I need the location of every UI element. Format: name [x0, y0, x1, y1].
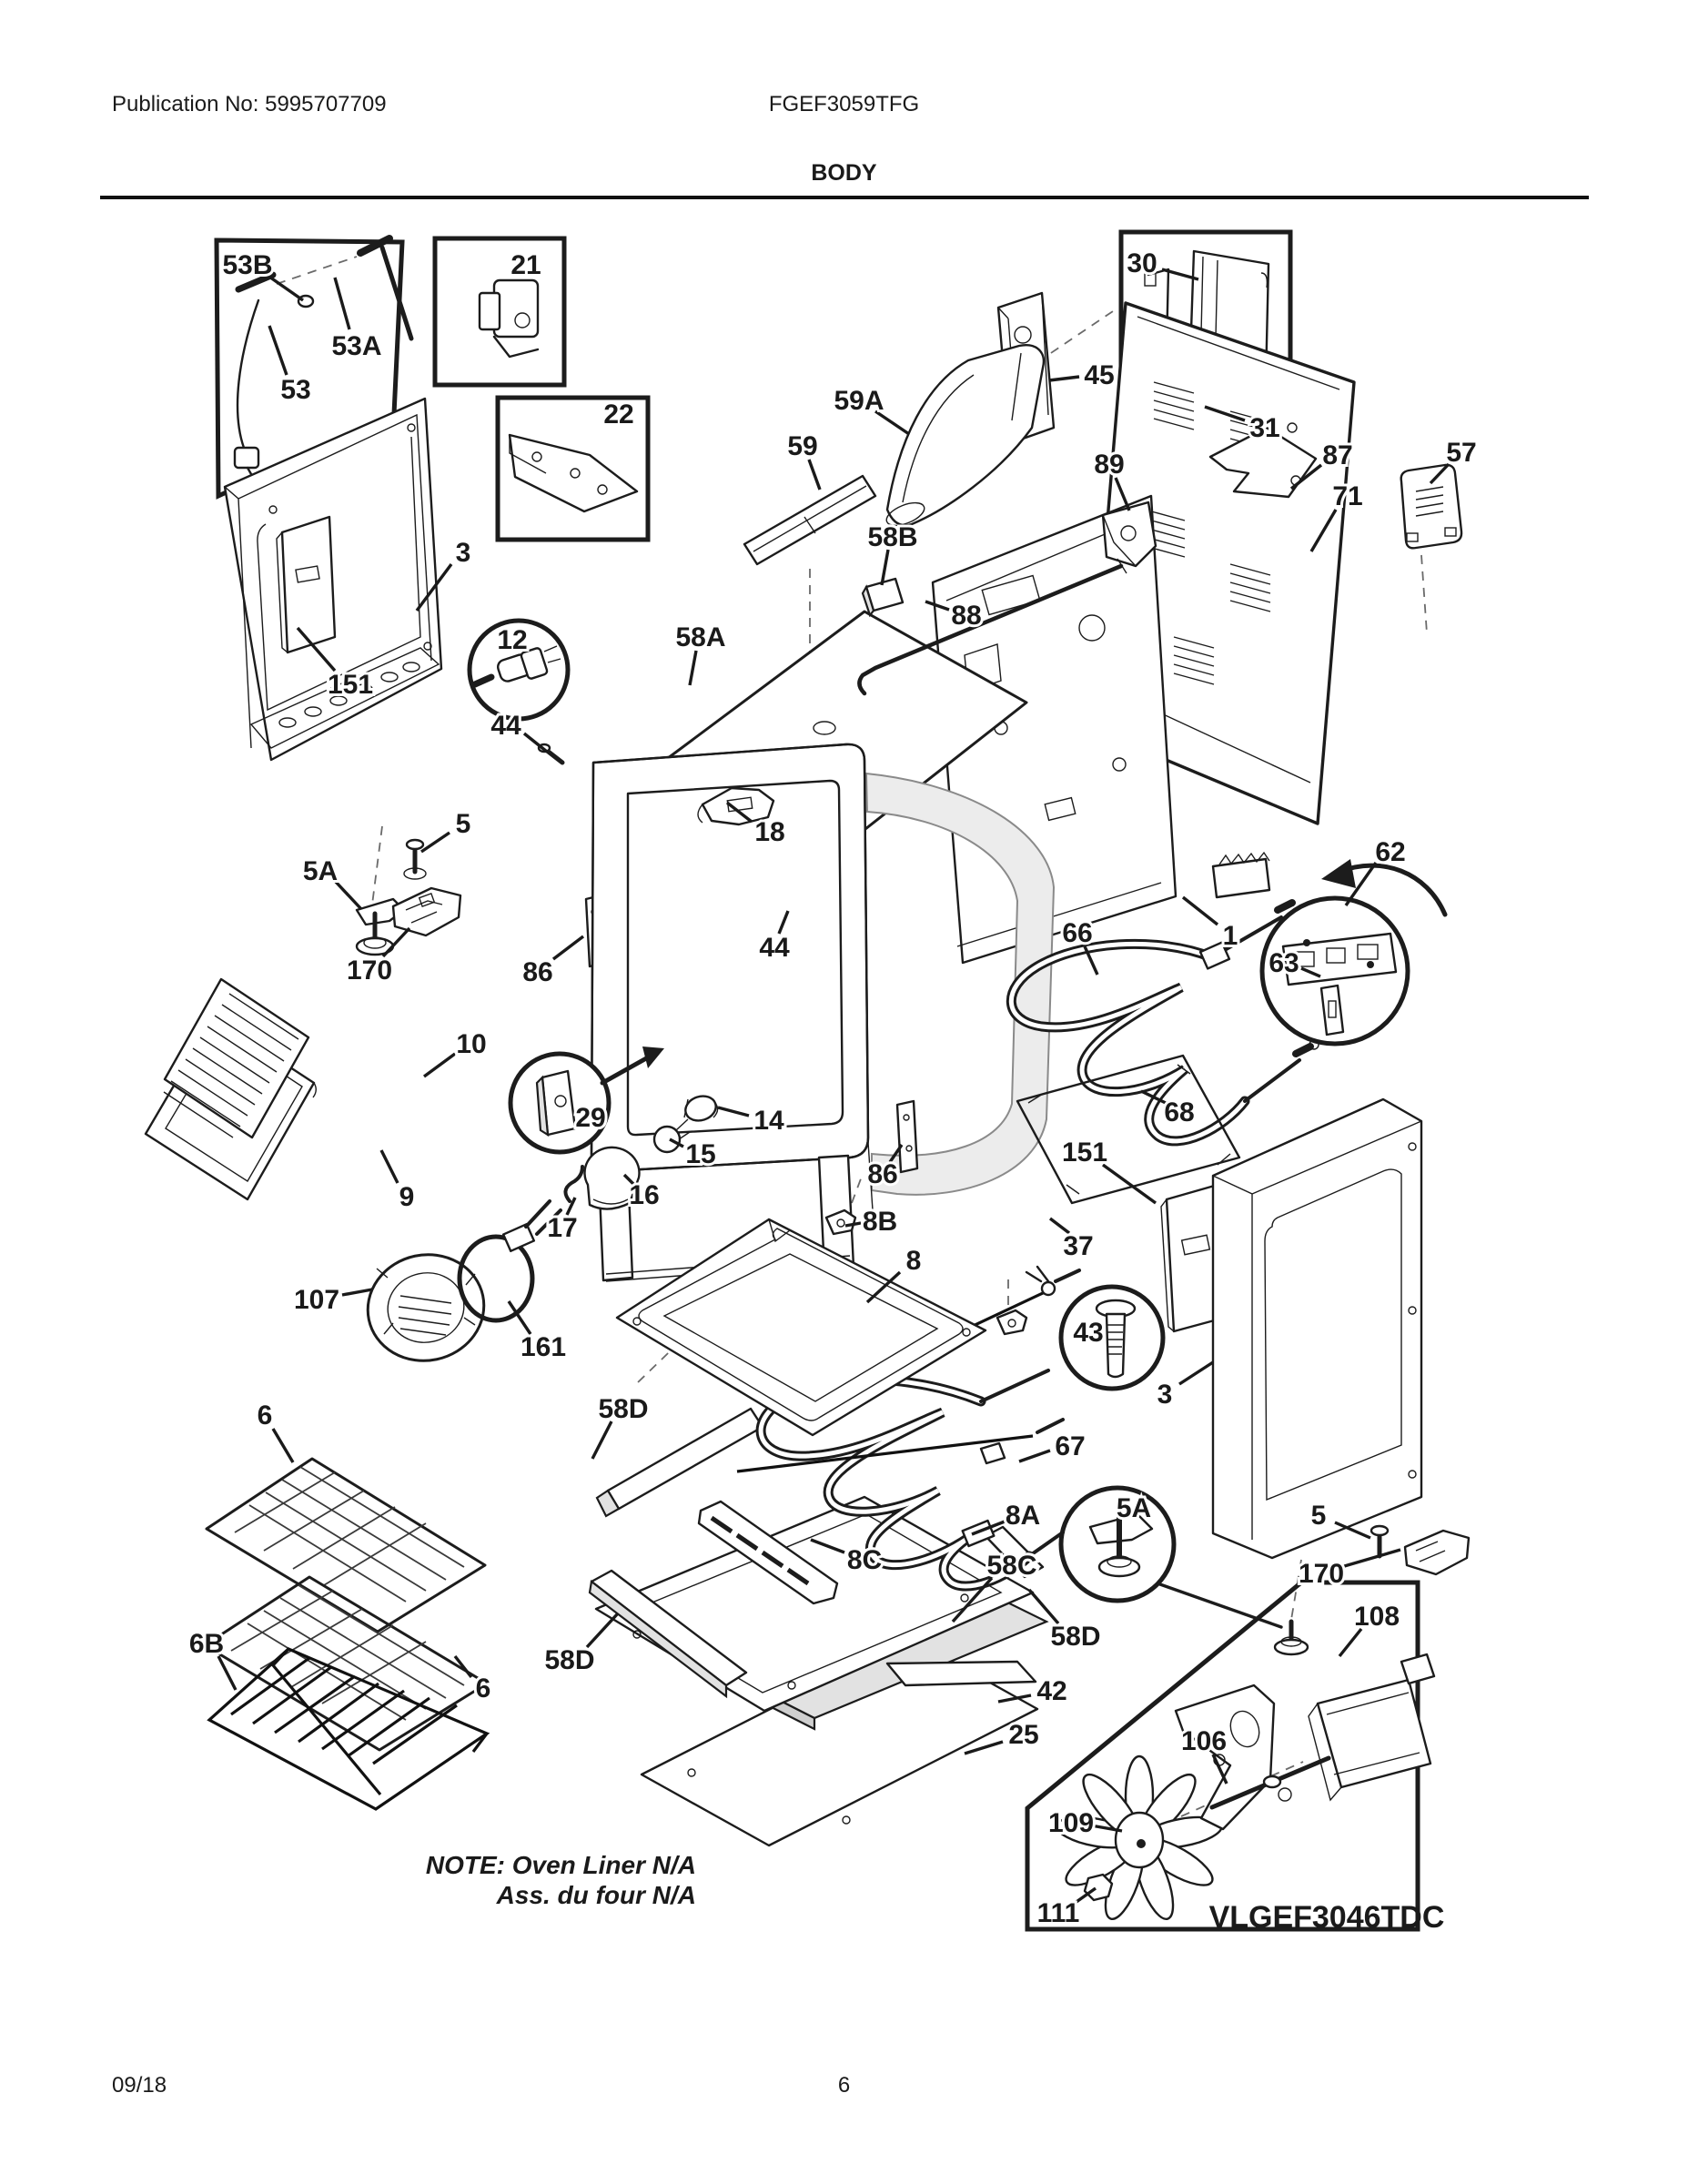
- part-callout-58a: 58A: [675, 622, 726, 652]
- foam-spacer-58d-1: [597, 1409, 763, 1516]
- part-callout-17: 17: [547, 1213, 578, 1243]
- part-callout-151: 151: [327, 670, 374, 700]
- part-callout-3: 3: [1157, 1380, 1173, 1410]
- oven-bottom-tray-8-drawing: [617, 1219, 986, 1435]
- part-callout-68: 68: [1164, 1097, 1195, 1127]
- part-callout-58b: 58B: [867, 522, 918, 552]
- part-callout-89: 89: [1094, 450, 1125, 480]
- part-callout-53: 53: [280, 375, 311, 405]
- callout-leader: [335, 881, 361, 909]
- part-callout-5a: 5A: [302, 856, 339, 886]
- part-callout-25: 25: [1008, 1720, 1039, 1750]
- callout-leader: [424, 1054, 455, 1077]
- part-callout-31: 31: [1249, 413, 1280, 443]
- part-callout-14: 14: [753, 1106, 784, 1136]
- note-line-2: Ass. du four N/A: [496, 1881, 696, 1909]
- part-callout-108: 108: [1353, 1602, 1400, 1632]
- part-callout-5: 5: [1310, 1501, 1327, 1531]
- part-callout-170: 170: [1298, 1559, 1345, 1589]
- part-callout-71: 71: [1332, 481, 1363, 511]
- fan-bracket-106-drawing: [1176, 1685, 1274, 1829]
- part-callout-67: 67: [1055, 1431, 1086, 1461]
- part-callout-6: 6: [257, 1400, 273, 1431]
- part-callout-8c: 8C: [846, 1545, 883, 1575]
- part-callout-161: 161: [520, 1332, 567, 1362]
- callout-leader: [1339, 1629, 1361, 1656]
- callout-leader: [1183, 897, 1218, 925]
- switch-block-detail-box: [435, 238, 564, 385]
- footer-page-number: 6: [837, 2073, 851, 2098]
- part-callout-30: 30: [1127, 248, 1157, 278]
- part-callout-3: 3: [455, 538, 471, 568]
- anti-tip-bracket-170-right: [1405, 1531, 1469, 1574]
- callout-leader: [273, 1429, 293, 1462]
- callout-leader: [1179, 1362, 1213, 1384]
- model-number: FGEF3059TFG: [768, 92, 920, 116]
- part-callout-62: 62: [1375, 837, 1406, 867]
- part-callout-8a: 8A: [1005, 1501, 1041, 1531]
- vent-duct-59a-drawing: [884, 345, 1044, 530]
- oven-cavity-drawing: [591, 744, 1054, 1281]
- lamp-clip-17-drawing: [565, 1167, 582, 1201]
- callout-leader: [1019, 1451, 1050, 1461]
- part-callout-53a: 53A: [331, 331, 382, 361]
- vent-cover-drawing: [1401, 465, 1461, 548]
- part-callout-45: 45: [1084, 360, 1115, 390]
- part-callout-1: 1: [1222, 921, 1238, 951]
- kit-code-label: VLGEF3046TDC: [1208, 1900, 1445, 1935]
- part-callout-58d: 58D: [598, 1394, 649, 1424]
- part-callout-15: 15: [685, 1139, 716, 1169]
- fan-nut-111-drawing: [1085, 1875, 1112, 1900]
- side-trim-86-right: [897, 1101, 917, 1172]
- callout-leader: [421, 833, 450, 852]
- part-callout-59a: 59A: [834, 386, 884, 416]
- part-callout-9: 9: [399, 1182, 415, 1212]
- callout-leader: [587, 1613, 618, 1647]
- switch-block-drawing: [480, 280, 538, 357]
- publication-number: Publication No: 5995707709: [112, 92, 387, 116]
- part-callout-88: 88: [951, 601, 982, 631]
- leveling-screw-5-left: [404, 840, 426, 879]
- callout-leader: [524, 733, 547, 752]
- part-callout-43: 43: [1073, 1318, 1104, 1348]
- part-callout-57: 57: [1446, 438, 1477, 468]
- callout-leader: [809, 460, 820, 490]
- part-callout-8b: 8B: [862, 1207, 898, 1237]
- callout-leader: [381, 1150, 398, 1183]
- note-line-1: NOTE: Oven Liner N/A: [425, 1851, 696, 1879]
- part-callout-59: 59: [787, 431, 818, 461]
- callout-leader: [335, 278, 349, 329]
- part-callout-5a: 5A: [1116, 1493, 1152, 1523]
- part-callout-107: 107: [293, 1285, 340, 1315]
- callout-leader: [690, 651, 696, 685]
- part-callout-86: 86: [867, 1159, 898, 1189]
- broil-element-66-drawing: [1011, 903, 1310, 1141]
- right-side-panel-drawing: [1213, 1099, 1421, 1558]
- part-callout-16: 16: [629, 1180, 660, 1210]
- part-callout-63: 63: [1269, 948, 1299, 978]
- callout-leader: [553, 936, 583, 959]
- part-callout-18: 18: [754, 817, 785, 847]
- part-callout-109: 109: [1047, 1808, 1095, 1838]
- part-callout-106: 106: [1180, 1726, 1228, 1756]
- page-title: BODY: [811, 160, 877, 186]
- callout-leader: [1049, 377, 1079, 380]
- part-callout-22: 22: [603, 399, 634, 430]
- oven-rack-6-upper: [207, 1459, 485, 1632]
- part-callout-53b: 53B: [222, 250, 273, 280]
- part-callout-58d: 58D: [544, 1645, 595, 1675]
- part-callout-111: 111: [1036, 1898, 1080, 1928]
- callout-leader: [1341, 1550, 1400, 1567]
- leveling-screw-5-right: [1371, 1526, 1388, 1556]
- oven-rack-6-lower: [205, 1577, 487, 1750]
- deflector-59-drawing: [744, 476, 875, 564]
- callout-leader: [342, 1289, 372, 1295]
- part-callout-87: 87: [1322, 440, 1353, 470]
- part-callout-86: 86: [522, 957, 553, 987]
- part-callout-170: 170: [346, 956, 393, 986]
- anti-tip-bracket-170-left: [393, 888, 460, 935]
- part-callout-29: 29: [575, 1103, 606, 1133]
- part-callout-21: 21: [510, 250, 541, 280]
- part-callout-58c: 58C: [986, 1551, 1037, 1581]
- part-callout-44: 44: [759, 933, 790, 963]
- part-callout-151: 151: [1061, 1138, 1108, 1168]
- footer-date: 09/18: [112, 2073, 167, 2098]
- part-callout-6: 6: [475, 1673, 491, 1704]
- part-callout-8: 8: [905, 1246, 922, 1276]
- part-callout-44: 44: [490, 711, 521, 741]
- fan-cover-107-drawing: [358, 1244, 493, 1371]
- part-callout-5: 5: [455, 809, 471, 839]
- callout-leader: [269, 326, 287, 375]
- bracket-22-drawing: [510, 435, 637, 511]
- part-callout-12: 12: [497, 625, 528, 655]
- callout-leader: [592, 1421, 612, 1459]
- part-callout-58d: 58D: [1050, 1622, 1101, 1652]
- part-callout-37: 37: [1063, 1231, 1094, 1261]
- callout-leader: [882, 550, 888, 585]
- part-callout-42: 42: [1036, 1676, 1067, 1706]
- callout-leader: [1103, 1165, 1156, 1203]
- terminal-comb-drawing: [1213, 853, 1269, 897]
- part-callout-6b: 6B: [188, 1629, 225, 1659]
- part-callout-66: 66: [1062, 918, 1093, 948]
- part-callout-10: 10: [456, 1029, 487, 1059]
- oven-liner-note: [346, 1850, 696, 1910]
